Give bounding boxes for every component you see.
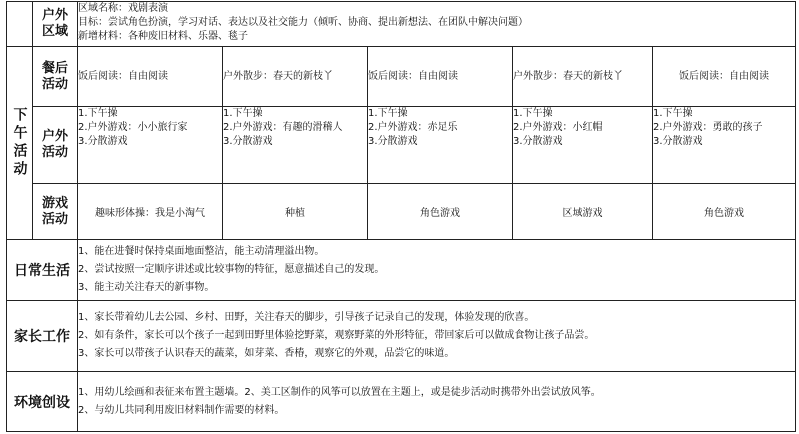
outdoor-activity-cell: 1.下午操 2.户外游戏：勇敢的孩子 3.分散游戏 bbox=[653, 107, 796, 184]
environment-label: 环境创设 bbox=[7, 372, 78, 432]
weekly-schedule-table bbox=[6, 1, 796, 432]
outdoor-area-details bbox=[78, 2, 796, 47]
daily-life-row bbox=[7, 240, 796, 301]
outdoor-area-label: 户外 区域 bbox=[33, 2, 78, 47]
area-goal-line: 目标：尝试角色扮演，学习对话、表达以及社交能力（倾听、协商、提出新想法、在团队中解决问题） bbox=[78, 17, 528, 28]
after-meal-cell: 饭后阅读：自由阅读 bbox=[653, 47, 796, 107]
outdoor-activity-cell: 1.下午操 2.户外游戏：赤足乐 3.分散游戏 bbox=[368, 107, 513, 184]
parent-work-row bbox=[7, 301, 796, 372]
game-activity-cell: 角色游戏 bbox=[653, 184, 796, 240]
outdoor-activity-label: 户外 活动 bbox=[33, 107, 78, 184]
outdoor-activity-cell: 1.下午操 2.户外游戏：小红帽 3.分散游戏 bbox=[513, 107, 653, 184]
daily-life-content: 1、能在进餐时保持桌面地面整洁，能主动清理溢出物。 2、尝试按照一定顺序讲述或比较事物的特征，愿意描述自己的发现。 3、能主动关注春天的新事物。 bbox=[78, 240, 796, 301]
area-name-line: 区域名称：戏剧表演 bbox=[78, 3, 168, 14]
parent-work-content: 1、家长带着幼儿去公园、乡村、田野，关注春天的脚步，引导孩子记录自己的发现，体验发现的欣喜。 2、如有条件，家长可以个孩子一起到田野里体验挖野菜，观察野菜的外形特征，带回家后可以做成食物让孩子品尝。 3、家长可以带孩子认识春天的蔬菜，如芽菜、香椿，观察它的外观，品尝它的味道。 bbox=[78, 301, 796, 372]
outdoor-activity-cell: 1.下午操 2.户外游戏：小小旅行家 3.分散游戏 bbox=[78, 107, 223, 184]
daily-life-label: 日常生活 bbox=[7, 240, 78, 301]
outdoor-activity-cell: 1.下午操 2.户外游戏：有趣的滑稽人 3.分散游戏 bbox=[223, 107, 368, 184]
game-activity-cell: 角色游戏 bbox=[368, 184, 513, 240]
after-meal-cell: 饭后阅读：自由阅读 bbox=[368, 47, 513, 107]
game-activity-cell: 区域游戏 bbox=[513, 184, 653, 240]
outdoor-area-row bbox=[7, 2, 796, 47]
game-activity-row bbox=[7, 184, 796, 240]
afternoon-activity-label: 下午活动 bbox=[11, 107, 28, 179]
environment-content: 1、用幼儿绘画和表征来布置主题墙。2、美工区制作的风筝可以放置在主题上，或是徒步活动时携带外出尝试放风筝。 2、与幼儿共同利用废旧材料制作需要的材料。 bbox=[78, 372, 796, 432]
after-meal-cell: 户外散步：春天的新枝丫 bbox=[513, 47, 653, 107]
outdoor-activity-row bbox=[7, 107, 796, 184]
parent-work-label: 家长工作 bbox=[7, 301, 78, 372]
after-meal-row bbox=[7, 47, 796, 107]
after-meal-cell: 户外散步：春天的新枝丫 bbox=[223, 47, 368, 107]
game-activity-cell: 种植 bbox=[223, 184, 368, 240]
game-activity-label: 游戏 活动 bbox=[33, 184, 78, 240]
environment-row bbox=[7, 372, 796, 432]
after-meal-label: 餐后 活动 bbox=[33, 47, 78, 107]
after-meal-cell: 饭后阅读：自由阅读 bbox=[78, 47, 223, 107]
outdoor-area-blank-cell bbox=[7, 2, 33, 47]
area-materials-line: 新增材料：各种废旧材料、乐器、毯子 bbox=[78, 31, 248, 42]
game-activity-cell: 趣味形体操：我是小淘气 bbox=[78, 184, 223, 240]
afternoon-activity-label-cell bbox=[7, 47, 33, 240]
